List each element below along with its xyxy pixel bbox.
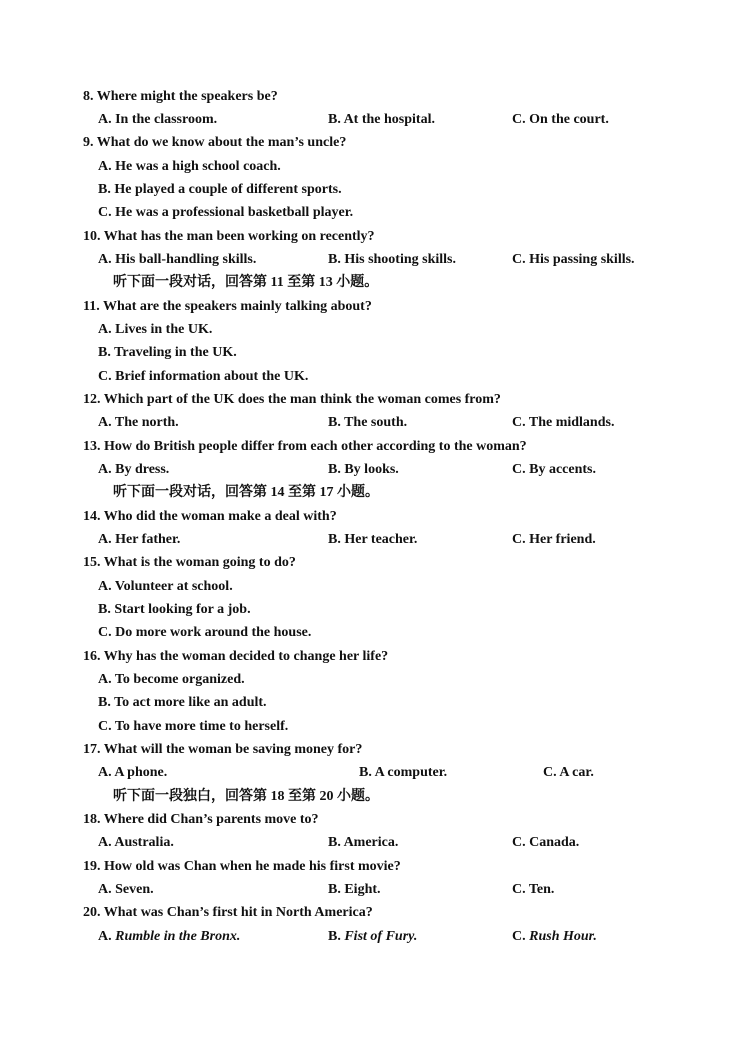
- option-a: A. Seven.: [98, 882, 154, 897]
- question-17: [0, 738, 748, 761]
- question-15-option-c: [0, 621, 748, 644]
- question-text: 17. What will the woman be saving money for?: [83, 742, 363, 757]
- option-a: A. The north.: [98, 415, 179, 430]
- option-c: C. To have more time to herself.: [98, 719, 289, 734]
- option-c: C. Her friend.: [512, 532, 596, 547]
- question-text: 14. Who did the woman make a deal with?: [83, 509, 337, 524]
- option-letter: A.: [98, 929, 112, 944]
- option-letter: B.: [328, 929, 341, 944]
- question-20-options: [0, 925, 748, 948]
- option-a: [98, 925, 240, 948]
- section-text: 听下面一段独白，回答第 18 至第 20 小题。: [113, 789, 379, 804]
- option-b: B. He played a couple of different sports.: [98, 182, 342, 197]
- option-c: C. Canada.: [512, 835, 580, 850]
- option-a: A. Lives in the UK.: [98, 322, 213, 337]
- option-b: B. A computer.: [359, 765, 448, 780]
- option-a: A. By dress.: [98, 462, 170, 477]
- section-instruction: [0, 271, 748, 294]
- option-c: C. A car.: [543, 765, 594, 780]
- option-a: A. Her father.: [98, 532, 181, 547]
- question-text: 9. What do we know about the man’s uncle?: [83, 135, 347, 150]
- option-a: A. His ball-handling skills.: [98, 252, 257, 267]
- question-11: [0, 295, 748, 318]
- section-text: 听下面一段对话，回答第 11 至第 13 小题。: [113, 275, 379, 290]
- question-9-option-c: [0, 201, 748, 224]
- option-c: C. The midlands.: [512, 415, 615, 430]
- question-11-option-c: [0, 365, 748, 388]
- question-15-option-a: [0, 575, 748, 598]
- option-b: B. His shooting skills.: [328, 252, 456, 267]
- question-11-option-a: [0, 318, 748, 341]
- question-9: [0, 131, 748, 154]
- question-17-options: [0, 761, 748, 784]
- question-9-option-b: [0, 178, 748, 201]
- option-b: B. To act more like an adult.: [98, 695, 267, 710]
- section-instruction: [0, 481, 748, 504]
- section-instruction: [0, 785, 748, 808]
- option-b: B. Her teacher.: [328, 532, 418, 547]
- question-10: [0, 225, 748, 248]
- option-a: A. A phone.: [98, 765, 168, 780]
- question-text: 11. What are the speakers mainly talking about?: [83, 299, 372, 314]
- section-text: 听下面一段对话，回答第 14 至第 17 小题。: [113, 485, 379, 500]
- question-text: 10. What has the man been working on recently?: [83, 229, 375, 244]
- question-19: [0, 855, 748, 878]
- option-c: C. On the court.: [512, 112, 609, 127]
- question-text: 15. What is the woman going to do?: [83, 555, 296, 570]
- question-20: [0, 901, 748, 924]
- option-a: A. Volunteer at school.: [98, 579, 233, 594]
- option-c: C. Ten.: [512, 882, 555, 897]
- option-c: C. His passing skills.: [512, 252, 635, 267]
- option-b: [328, 925, 417, 948]
- question-16: [0, 645, 748, 668]
- option-c: C. He was a professional basketball player.: [98, 205, 354, 220]
- option-c: [512, 925, 597, 948]
- question-18-options: [0, 831, 748, 854]
- movie-title: Rush Hour.: [529, 929, 597, 944]
- option-a: A. Australia.: [98, 835, 174, 850]
- question-text: 18. Where did Chan’s parents move to?: [83, 812, 319, 827]
- question-text: 16. Why has the woman decided to change her life?: [83, 649, 389, 664]
- question-13-options: [0, 458, 748, 481]
- question-16-option-b: [0, 691, 748, 714]
- option-a: A. In the classroom.: [98, 112, 218, 127]
- option-letter: C.: [512, 929, 526, 944]
- option-a: A. He was a high school coach.: [98, 159, 281, 174]
- option-b: B. Traveling in the UK.: [98, 345, 237, 360]
- question-text: 8. Where might the speakers be?: [83, 89, 278, 104]
- option-c: C. Do more work around the house.: [98, 625, 312, 640]
- question-18: [0, 808, 748, 831]
- question-11-option-b: [0, 341, 748, 364]
- option-b: B. Eight.: [328, 882, 381, 897]
- question-text: 19. How old was Chan when he made his first movie?: [83, 859, 401, 874]
- question-8: [0, 85, 748, 108]
- option-b: B. The south.: [328, 415, 408, 430]
- question-text: 20. What was Chan’s first hit in North America?: [83, 905, 373, 920]
- question-15-option-b: [0, 598, 748, 621]
- question-15: [0, 551, 748, 574]
- question-19-options: [0, 878, 748, 901]
- question-16-option-c: [0, 715, 748, 738]
- question-text: 12. Which part of the UK does the man think the woman comes from?: [83, 392, 501, 407]
- option-b: B. Start looking for a job.: [98, 602, 251, 617]
- movie-title: Rumble in the Bronx.: [115, 929, 241, 944]
- option-a: A. To become organized.: [98, 672, 245, 687]
- question-12: [0, 388, 748, 411]
- question-14-options: [0, 528, 748, 551]
- option-b: B. At the hospital.: [328, 112, 435, 127]
- question-8-options: [0, 108, 748, 131]
- question-14: [0, 505, 748, 528]
- question-12-options: [0, 411, 748, 434]
- question-13: [0, 435, 748, 458]
- option-c: C. By accents.: [512, 462, 596, 477]
- option-b: B. By looks.: [328, 462, 399, 477]
- question-16-option-a: [0, 668, 748, 691]
- option-c: C. Brief information about the UK.: [98, 369, 309, 384]
- option-b: B. America.: [328, 835, 399, 850]
- question-10-options: [0, 248, 748, 271]
- question-9-option-a: [0, 155, 748, 178]
- movie-title: Fist of Fury.: [344, 929, 418, 944]
- question-text: 13. How do British people differ from each other according to the woman?: [83, 439, 527, 454]
